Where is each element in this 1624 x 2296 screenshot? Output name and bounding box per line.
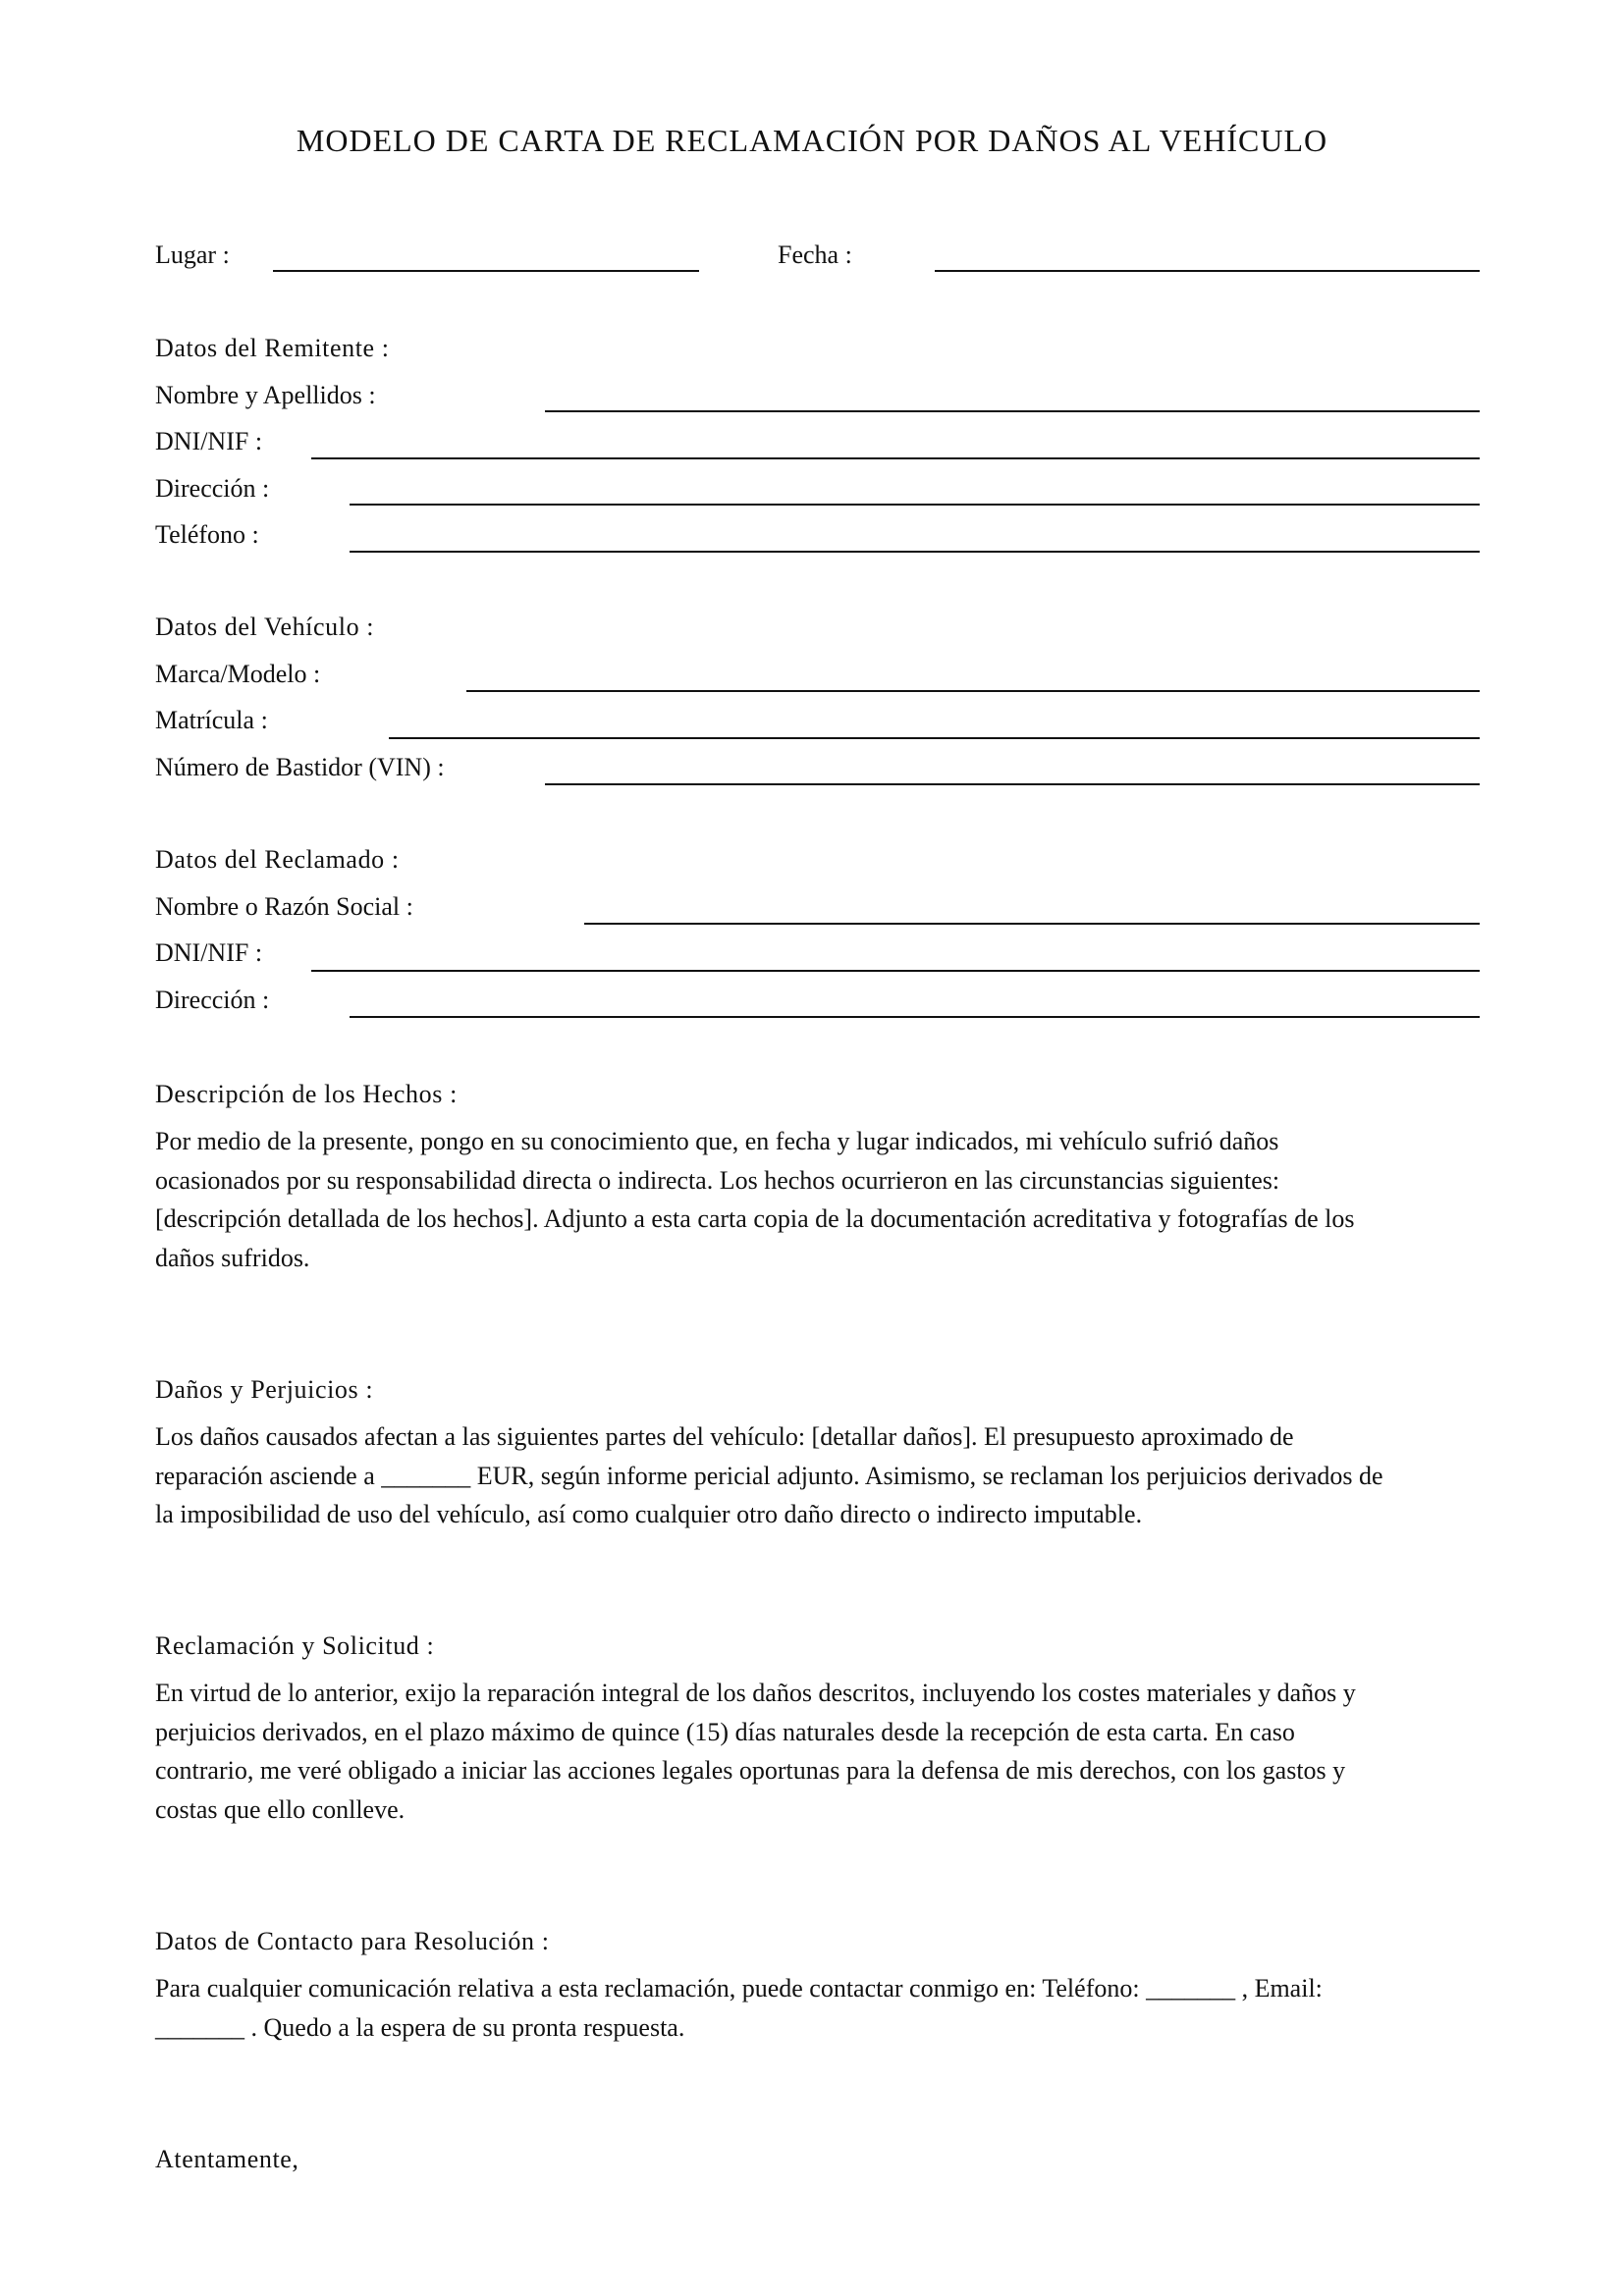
- sender-phone-field-line[interactable]: [350, 551, 1480, 553]
- claimed-id-field-line[interactable]: [311, 970, 1480, 972]
- sender-name-field-line[interactable]: [545, 410, 1480, 412]
- claimed-name-field-line[interactable]: [584, 923, 1480, 925]
- vehicle-plate-field-line[interactable]: [389, 737, 1480, 739]
- vehicle-vin-label: Número de Bastidor (VIN) :: [155, 753, 445, 781]
- place-label: Lugar :: [155, 240, 230, 269]
- damages-line: Los daños causados afectan a las siguientes partes del vehículo: [detallar daños]. El presupuesto aproximado de: [155, 1422, 1294, 1451]
- vehicle-section-heading: Datos del Vehículo :: [155, 613, 375, 641]
- sender-section-heading: Datos del Remitente :: [155, 334, 390, 362]
- facts-paragraph: [155, 1122, 1481, 1277]
- closing-salutation: Atentamente,: [155, 2145, 299, 2173]
- claimed-section-heading: Datos del Reclamado :: [155, 845, 400, 874]
- contact-line: _______ . Quedo a la espera de su pronta respuesta.: [155, 2012, 685, 2042]
- damages-section-heading: Daños y Perjuicios :: [155, 1375, 374, 1404]
- contact-section-heading: Datos de Contacto para Resolución :: [155, 1927, 550, 1955]
- sender-id-field-line[interactable]: [311, 457, 1480, 459]
- facts-line: Por medio de la presente, pongo en su conocimiento que, en fecha y lugar indicados, mi vehículo sufrió daños: [155, 1127, 1279, 1155]
- damages-line: la imposibilidad de uso del vehículo, así como cualquier otro daño directo o indirecto imputable.: [155, 1500, 1143, 1528]
- document-title: MODELO DE CARTA DE RECLAMACIÓN POR DAÑOS AL VEHÍCULO: [296, 123, 1328, 158]
- vehicle-make-model-label: Marca/Modelo :: [155, 660, 321, 688]
- vehicle-plate-label: Matrícula :: [155, 706, 268, 734]
- place-field-line[interactable]: [273, 270, 699, 272]
- claim-line: perjuicios derivados, en el plazo máximo de quince (15) días naturales desde la recepción de esta carta. En caso: [155, 1717, 1295, 1746]
- claim-line: costas que ello conlleve.: [155, 1794, 406, 1824]
- claim-line: contrario, me veré obligado a iniciar las acciones legales oportunas para la defensa de mis derechos, con los gastos y: [155, 1756, 1346, 1785]
- claim-paragraph: [155, 1674, 1481, 1829]
- claimed-address-label: Dirección :: [155, 986, 270, 1014]
- claim-line: En virtud de lo anterior, exijo la reparación integral de los daños descritos, incluyendo los costes materiales y daños y: [155, 1679, 1356, 1707]
- claimed-name-label: Nombre o Razón Social :: [155, 892, 413, 921]
- vehicle-make-model-field-line[interactable]: [466, 690, 1480, 692]
- damages-paragraph: [155, 1417, 1481, 1534]
- sender-phone-label: Teléfono :: [155, 520, 259, 549]
- sender-address-field-line[interactable]: [350, 504, 1480, 506]
- facts-line: [descripción detallada de los hechos]. Adjunto a esta carta copia de la documentación acreditativa y fotografías de los: [155, 1204, 1355, 1233]
- sender-id-label: DNI/NIF :: [155, 427, 263, 455]
- damages-line: reparación asciende a _______ EUR, según informe pericial adjunto. Asimismo, se reclaman los perjuicios derivados de: [155, 1461, 1383, 1490]
- claimed-address-field-line[interactable]: [350, 1016, 1480, 1018]
- sender-address-label: Dirección :: [155, 474, 270, 503]
- contact-line: Para cualquier comunicación relativa a esta reclamación, puede contactar conmigo en: Teléfono: _______ , Email:: [155, 1974, 1323, 2002]
- claimed-id-label: DNI/NIF :: [155, 938, 263, 967]
- claim-section-heading: Reclamación y Solicitud :: [155, 1631, 435, 1660]
- date-label: Fecha :: [778, 240, 852, 269]
- date-field-line[interactable]: [935, 270, 1480, 272]
- facts-line: daños sufridos.: [155, 1243, 310, 1272]
- facts-section-heading: Descripción de los Hechos :: [155, 1080, 458, 1108]
- facts-line: ocasionados por su responsabilidad directa o indirecta. Los hechos ocurrieron en las circunstancias siguientes:: [155, 1165, 1280, 1195]
- sender-name-label: Nombre y Apellidos :: [155, 381, 376, 409]
- vehicle-vin-field-line[interactable]: [545, 783, 1480, 785]
- contact-paragraph: [155, 1969, 1481, 2047]
